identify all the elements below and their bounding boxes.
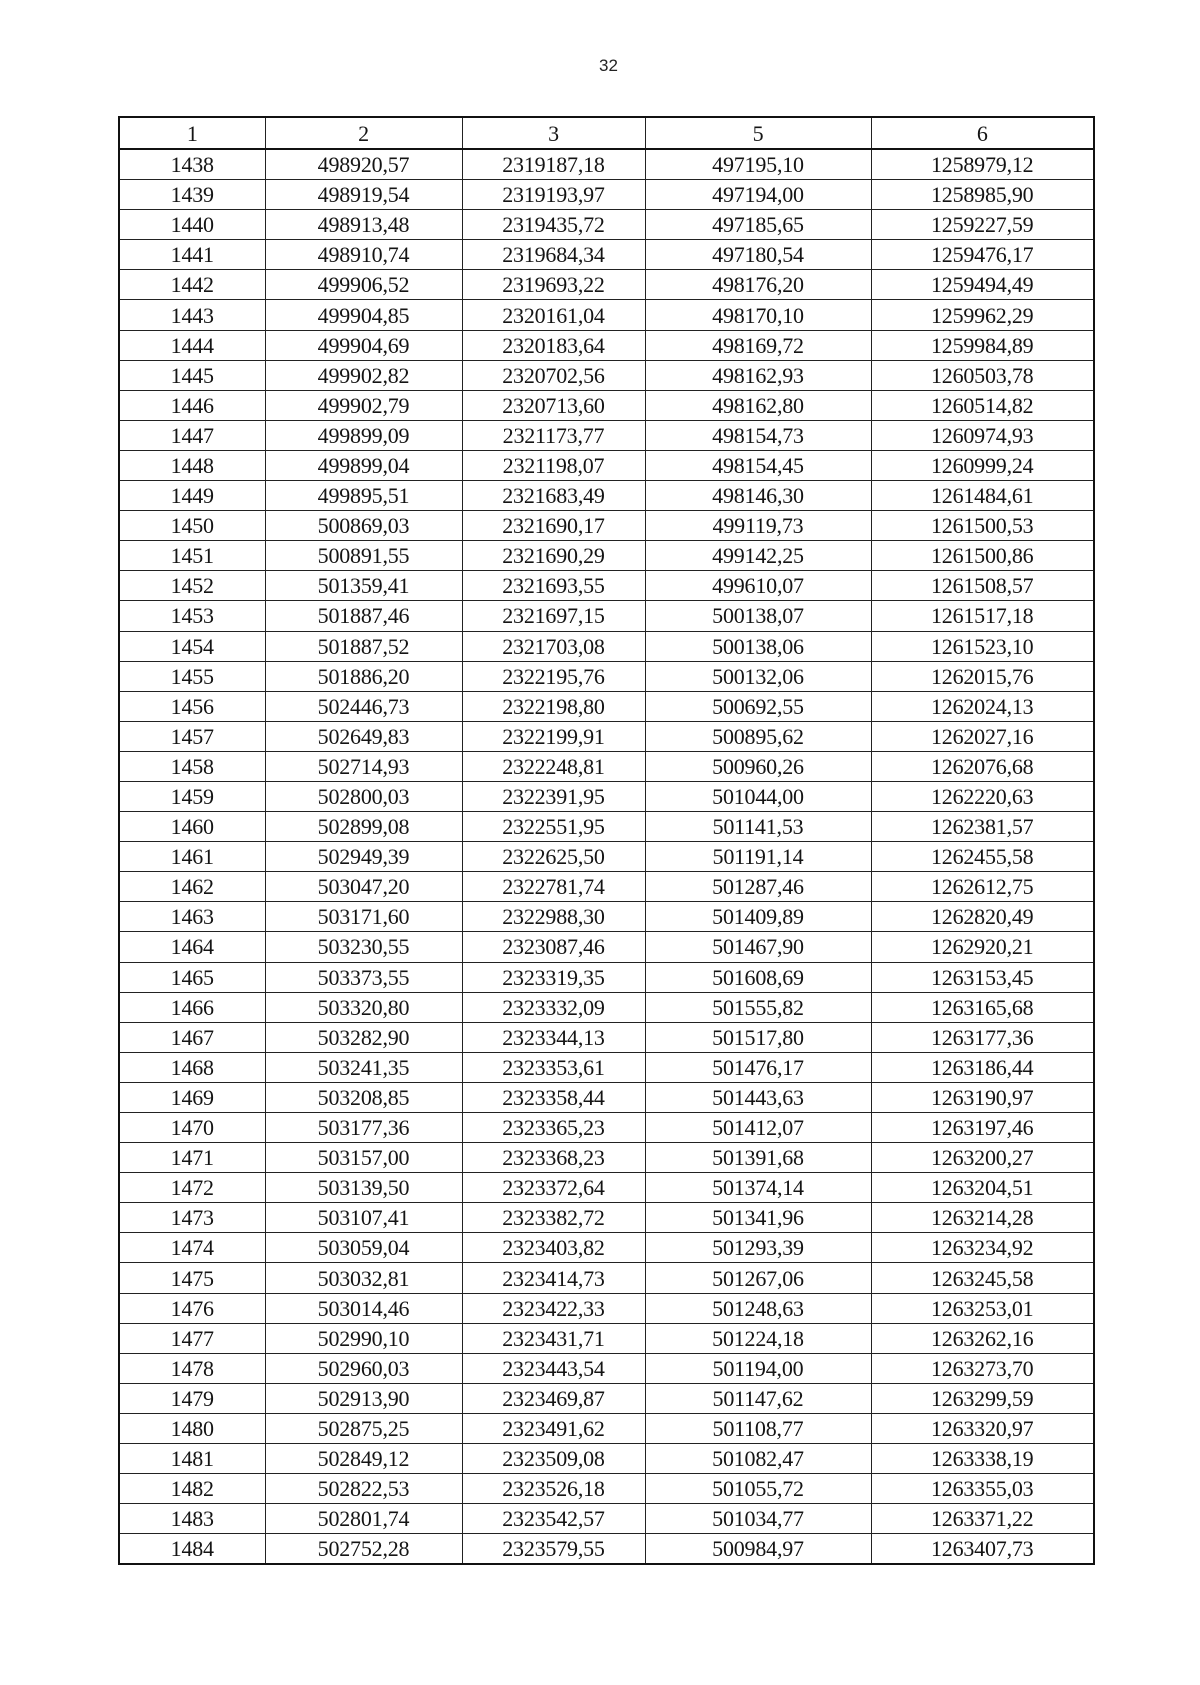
point-number-cell: 1473 <box>119 1203 265 1233</box>
point-number-cell: 1459 <box>119 781 265 811</box>
y-coordinate-cell: 2323542,57 <box>462 1504 645 1534</box>
table-row <box>119 450 1094 480</box>
table-row <box>119 992 1094 1022</box>
y-coordinate-alt-cell: 1262455,58 <box>871 842 1094 872</box>
x-coordinate-alt-cell: 500984,97 <box>645 1534 871 1565</box>
x-coordinate-cell: 503171,60 <box>265 902 462 932</box>
table-row <box>119 1173 1094 1203</box>
x-coordinate-alt-cell: 501267,06 <box>645 1263 871 1293</box>
point-number-cell: 1457 <box>119 721 265 751</box>
x-coordinate-alt-cell: 500132,06 <box>645 661 871 691</box>
x-coordinate-cell: 502849,12 <box>265 1444 462 1474</box>
x-coordinate-cell: 499902,82 <box>265 360 462 390</box>
y-coordinate-alt-cell: 1263204,51 <box>871 1173 1094 1203</box>
table-row <box>119 1022 1094 1052</box>
point-number-cell: 1480 <box>119 1413 265 1443</box>
table-row <box>119 1293 1094 1323</box>
x-coordinate-cell: 502899,08 <box>265 812 462 842</box>
y-coordinate-cell: 2322195,76 <box>462 661 645 691</box>
x-coordinate-alt-cell: 497195,10 <box>645 149 871 180</box>
x-coordinate-alt-cell: 501391,68 <box>645 1143 871 1173</box>
y-coordinate-alt-cell: 1263234,92 <box>871 1233 1094 1263</box>
x-coordinate-cell: 498913,48 <box>265 210 462 240</box>
x-coordinate-cell: 503157,00 <box>265 1143 462 1173</box>
y-coordinate-alt-cell: 1261484,61 <box>871 481 1094 511</box>
x-coordinate-alt-cell: 500138,07 <box>645 601 871 631</box>
table-row <box>119 1474 1094 1504</box>
point-number-cell: 1469 <box>119 1082 265 1112</box>
x-coordinate-alt-cell: 501374,14 <box>645 1173 871 1203</box>
x-coordinate-cell: 499906,52 <box>265 270 462 300</box>
x-coordinate-alt-cell: 497185,65 <box>645 210 871 240</box>
y-coordinate-cell: 2319684,34 <box>462 240 645 270</box>
x-coordinate-alt-cell: 501293,39 <box>645 1233 871 1263</box>
x-coordinate-cell: 502714,93 <box>265 751 462 781</box>
y-coordinate-cell: 2323422,33 <box>462 1293 645 1323</box>
y-coordinate-cell: 2323526,18 <box>462 1474 645 1504</box>
x-coordinate-cell: 503032,81 <box>265 1263 462 1293</box>
x-coordinate-cell: 503241,35 <box>265 1052 462 1082</box>
column-header-2: 2 <box>265 117 462 149</box>
y-coordinate-alt-cell: 1263273,70 <box>871 1353 1094 1383</box>
y-coordinate-alt-cell: 1258985,90 <box>871 180 1094 210</box>
y-coordinate-alt-cell: 1261517,18 <box>871 601 1094 631</box>
point-number-cell: 1453 <box>119 601 265 631</box>
table-row <box>119 420 1094 450</box>
y-coordinate-alt-cell: 1263153,45 <box>871 962 1094 992</box>
point-number-cell: 1447 <box>119 420 265 450</box>
y-coordinate-cell: 2323509,08 <box>462 1444 645 1474</box>
x-coordinate-cell: 502875,25 <box>265 1413 462 1443</box>
y-coordinate-cell: 2323431,71 <box>462 1323 645 1353</box>
point-number-cell: 1442 <box>119 270 265 300</box>
x-coordinate-alt-cell: 501055,72 <box>645 1474 871 1504</box>
x-coordinate-cell: 499904,69 <box>265 330 462 360</box>
y-coordinate-alt-cell: 1261500,53 <box>871 511 1094 541</box>
table-row <box>119 360 1094 390</box>
point-number-cell: 1451 <box>119 541 265 571</box>
point-number-cell: 1445 <box>119 360 265 390</box>
point-number-cell: 1450 <box>119 511 265 541</box>
point-number-cell: 1481 <box>119 1444 265 1474</box>
x-coordinate-cell: 498910,74 <box>265 240 462 270</box>
x-coordinate-alt-cell: 499142,25 <box>645 541 871 571</box>
y-coordinate-alt-cell: 1263214,28 <box>871 1203 1094 1233</box>
y-coordinate-cell: 2321683,49 <box>462 481 645 511</box>
y-coordinate-alt-cell: 1263320,97 <box>871 1413 1094 1443</box>
table-row <box>119 872 1094 902</box>
table-row <box>119 180 1094 210</box>
y-coordinate-cell: 2323403,82 <box>462 1233 645 1263</box>
y-coordinate-cell: 2321198,07 <box>462 450 645 480</box>
x-coordinate-cell: 503373,55 <box>265 962 462 992</box>
table-row <box>119 240 1094 270</box>
y-coordinate-alt-cell: 1260503,78 <box>871 360 1094 390</box>
x-coordinate-cell: 503139,50 <box>265 1173 462 1203</box>
table-row <box>119 842 1094 872</box>
x-coordinate-alt-cell: 501467,90 <box>645 932 871 962</box>
table-row <box>119 571 1094 601</box>
x-coordinate-alt-cell: 498162,80 <box>645 390 871 420</box>
x-coordinate-alt-cell: 501341,96 <box>645 1203 871 1233</box>
y-coordinate-alt-cell: 1259476,17 <box>871 240 1094 270</box>
y-coordinate-alt-cell: 1258979,12 <box>871 149 1094 180</box>
x-coordinate-cell: 503320,80 <box>265 992 462 1022</box>
y-coordinate-alt-cell: 1263165,68 <box>871 992 1094 1022</box>
y-coordinate-alt-cell: 1262024,13 <box>871 691 1094 721</box>
column-header-5: 5 <box>645 117 871 149</box>
y-coordinate-cell: 2322199,91 <box>462 721 645 751</box>
coordinates-table <box>118 116 1095 1565</box>
x-coordinate-alt-cell: 500895,62 <box>645 721 871 751</box>
y-coordinate-cell: 2323087,46 <box>462 932 645 962</box>
x-coordinate-cell: 500869,03 <box>265 511 462 541</box>
x-coordinate-cell: 499899,04 <box>265 450 462 480</box>
y-coordinate-cell: 2323372,64 <box>462 1173 645 1203</box>
point-number-cell: 1465 <box>119 962 265 992</box>
y-coordinate-cell: 2323344,13 <box>462 1022 645 1052</box>
table-header-row <box>119 117 1094 149</box>
x-coordinate-alt-cell: 501141,53 <box>645 812 871 842</box>
point-number-cell: 1449 <box>119 481 265 511</box>
y-coordinate-alt-cell: 1259962,29 <box>871 300 1094 330</box>
table-row <box>119 1534 1094 1565</box>
point-number-cell: 1462 <box>119 872 265 902</box>
point-number-cell: 1471 <box>119 1143 265 1173</box>
table-row <box>119 962 1094 992</box>
y-coordinate-alt-cell: 1263338,19 <box>871 1444 1094 1474</box>
y-coordinate-alt-cell: 1262220,63 <box>871 781 1094 811</box>
table-row <box>119 270 1094 300</box>
x-coordinate-alt-cell: 497180,54 <box>645 240 871 270</box>
table-row <box>119 601 1094 631</box>
y-coordinate-cell: 2320161,04 <box>462 300 645 330</box>
table-row <box>119 1113 1094 1143</box>
x-coordinate-alt-cell: 501443,63 <box>645 1082 871 1112</box>
x-coordinate-alt-cell: 501248,63 <box>645 1293 871 1323</box>
y-coordinate-cell: 2322988,30 <box>462 902 645 932</box>
point-number-cell: 1440 <box>119 210 265 240</box>
y-coordinate-cell: 2321173,77 <box>462 420 645 450</box>
point-number-cell: 1448 <box>119 450 265 480</box>
table-row <box>119 1233 1094 1263</box>
point-number-cell: 1484 <box>119 1534 265 1565</box>
x-coordinate-cell: 502822,53 <box>265 1474 462 1504</box>
y-coordinate-cell: 2323414,73 <box>462 1263 645 1293</box>
x-coordinate-cell: 499902,79 <box>265 390 462 420</box>
y-coordinate-alt-cell: 1263177,36 <box>871 1022 1094 1052</box>
y-coordinate-alt-cell: 1263262,16 <box>871 1323 1094 1353</box>
y-coordinate-alt-cell: 1262820,49 <box>871 902 1094 932</box>
table-row <box>119 932 1094 962</box>
y-coordinate-cell: 2322551,95 <box>462 812 645 842</box>
table-row <box>119 1504 1094 1534</box>
x-coordinate-cell: 502752,28 <box>265 1534 462 1565</box>
x-coordinate-alt-cell: 499610,07 <box>645 571 871 601</box>
point-number-cell: 1483 <box>119 1504 265 1534</box>
y-coordinate-alt-cell: 1262381,57 <box>871 812 1094 842</box>
point-number-cell: 1444 <box>119 330 265 360</box>
point-number-cell: 1439 <box>119 180 265 210</box>
point-number-cell: 1455 <box>119 661 265 691</box>
table-row <box>119 1143 1094 1173</box>
table-row <box>119 149 1094 180</box>
table-row <box>119 210 1094 240</box>
x-coordinate-cell: 502800,03 <box>265 781 462 811</box>
table-row <box>119 511 1094 541</box>
point-number-cell: 1463 <box>119 902 265 932</box>
x-coordinate-cell: 499895,51 <box>265 481 462 511</box>
y-coordinate-cell: 2322781,74 <box>462 872 645 902</box>
x-coordinate-alt-cell: 501147,62 <box>645 1383 871 1413</box>
point-number-cell: 1482 <box>119 1474 265 1504</box>
table-row <box>119 1444 1094 1474</box>
y-coordinate-cell: 2323332,09 <box>462 992 645 1022</box>
point-number-cell: 1467 <box>119 1022 265 1052</box>
x-coordinate-alt-cell: 498170,10 <box>645 300 871 330</box>
x-coordinate-cell: 502990,10 <box>265 1323 462 1353</box>
y-coordinate-alt-cell: 1262015,76 <box>871 661 1094 691</box>
y-coordinate-cell: 2319693,22 <box>462 270 645 300</box>
y-coordinate-cell: 2320702,56 <box>462 360 645 390</box>
x-coordinate-cell: 501887,52 <box>265 631 462 661</box>
y-coordinate-alt-cell: 1262027,16 <box>871 721 1094 751</box>
y-coordinate-cell: 2323382,72 <box>462 1203 645 1233</box>
point-number-cell: 1476 <box>119 1293 265 1323</box>
x-coordinate-cell: 501887,46 <box>265 601 462 631</box>
x-coordinate-alt-cell: 501517,80 <box>645 1022 871 1052</box>
table-row <box>119 661 1094 691</box>
y-coordinate-alt-cell: 1263253,01 <box>871 1293 1094 1323</box>
x-coordinate-alt-cell: 501555,82 <box>645 992 871 1022</box>
point-number-cell: 1464 <box>119 932 265 962</box>
column-header-1: 1 <box>119 117 265 149</box>
table-row <box>119 1082 1094 1112</box>
x-coordinate-cell: 502801,74 <box>265 1504 462 1534</box>
table-row <box>119 481 1094 511</box>
column-header-3: 3 <box>462 117 645 149</box>
table-row <box>119 812 1094 842</box>
table-row <box>119 1263 1094 1293</box>
x-coordinate-cell: 503282,90 <box>265 1022 462 1052</box>
y-coordinate-cell: 2321703,08 <box>462 631 645 661</box>
y-coordinate-alt-cell: 1263190,97 <box>871 1082 1094 1112</box>
y-coordinate-alt-cell: 1262920,21 <box>871 932 1094 962</box>
table-row <box>119 902 1094 932</box>
y-coordinate-cell: 2321690,17 <box>462 511 645 541</box>
y-coordinate-cell: 2319435,72 <box>462 210 645 240</box>
x-coordinate-alt-cell: 501409,89 <box>645 902 871 932</box>
y-coordinate-alt-cell: 1263299,59 <box>871 1383 1094 1413</box>
y-coordinate-alt-cell: 1259227,59 <box>871 210 1094 240</box>
table-body <box>119 149 1094 1564</box>
y-coordinate-cell: 2323491,62 <box>462 1413 645 1443</box>
y-coordinate-alt-cell: 1259494,49 <box>871 270 1094 300</box>
y-coordinate-alt-cell: 1262076,68 <box>871 751 1094 781</box>
x-coordinate-alt-cell: 500138,06 <box>645 631 871 661</box>
table-row <box>119 1383 1094 1413</box>
point-number-cell: 1454 <box>119 631 265 661</box>
y-coordinate-alt-cell: 1263200,27 <box>871 1143 1094 1173</box>
x-coordinate-alt-cell: 501082,47 <box>645 1444 871 1474</box>
x-coordinate-cell: 501886,20 <box>265 661 462 691</box>
y-coordinate-cell: 2323443,54 <box>462 1353 645 1383</box>
y-coordinate-cell: 2323368,23 <box>462 1143 645 1173</box>
y-coordinate-alt-cell: 1261500,86 <box>871 541 1094 571</box>
x-coordinate-alt-cell: 501287,46 <box>645 872 871 902</box>
y-coordinate-alt-cell: 1260514,82 <box>871 390 1094 420</box>
x-coordinate-alt-cell: 498154,45 <box>645 450 871 480</box>
y-coordinate-alt-cell: 1260999,24 <box>871 450 1094 480</box>
table-row <box>119 631 1094 661</box>
x-coordinate-cell: 498919,54 <box>265 180 462 210</box>
y-coordinate-cell: 2320183,64 <box>462 330 645 360</box>
x-coordinate-cell: 503107,41 <box>265 1203 462 1233</box>
x-coordinate-alt-cell: 501034,77 <box>645 1504 871 1534</box>
x-coordinate-alt-cell: 501191,14 <box>645 842 871 872</box>
y-coordinate-cell: 2320713,60 <box>462 390 645 420</box>
x-coordinate-cell: 503059,04 <box>265 1233 462 1263</box>
point-number-cell: 1446 <box>119 390 265 420</box>
point-number-cell: 1452 <box>119 571 265 601</box>
y-coordinate-cell: 2319187,18 <box>462 149 645 180</box>
x-coordinate-cell: 502649,83 <box>265 721 462 751</box>
table-row <box>119 691 1094 721</box>
x-coordinate-alt-cell: 501412,07 <box>645 1113 871 1143</box>
x-coordinate-alt-cell: 498176,20 <box>645 270 871 300</box>
x-coordinate-alt-cell: 498154,73 <box>645 420 871 450</box>
point-number-cell: 1443 <box>119 300 265 330</box>
table-row <box>119 390 1094 420</box>
x-coordinate-alt-cell: 501476,17 <box>645 1052 871 1082</box>
x-coordinate-alt-cell: 497194,00 <box>645 180 871 210</box>
point-number-cell: 1478 <box>119 1353 265 1383</box>
table-row <box>119 721 1094 751</box>
page-number: 32 <box>599 56 618 75</box>
point-number-cell: 1441 <box>119 240 265 270</box>
x-coordinate-cell: 503014,46 <box>265 1293 462 1323</box>
x-coordinate-alt-cell: 500692,55 <box>645 691 871 721</box>
point-number-cell: 1438 <box>119 149 265 180</box>
table-row <box>119 1203 1094 1233</box>
y-coordinate-alt-cell: 1263197,46 <box>871 1113 1094 1143</box>
y-coordinate-cell: 2322391,95 <box>462 781 645 811</box>
y-coordinate-cell: 2323579,55 <box>462 1534 645 1565</box>
table-row <box>119 751 1094 781</box>
y-coordinate-cell: 2322198,80 <box>462 691 645 721</box>
x-coordinate-alt-cell: 501224,18 <box>645 1323 871 1353</box>
x-coordinate-cell: 502913,90 <box>265 1383 462 1413</box>
y-coordinate-cell: 2323365,23 <box>462 1113 645 1143</box>
y-coordinate-cell: 2319193,97 <box>462 180 645 210</box>
x-coordinate-alt-cell: 498169,72 <box>645 330 871 360</box>
point-number-cell: 1456 <box>119 691 265 721</box>
table-row <box>119 1052 1094 1082</box>
x-coordinate-alt-cell: 499119,73 <box>645 511 871 541</box>
y-coordinate-cell: 2322248,81 <box>462 751 645 781</box>
y-coordinate-alt-cell: 1259984,89 <box>871 330 1094 360</box>
x-coordinate-cell: 499904,85 <box>265 300 462 330</box>
table-row <box>119 1413 1094 1443</box>
y-coordinate-alt-cell: 1260974,93 <box>871 420 1094 450</box>
y-coordinate-alt-cell: 1261523,10 <box>871 631 1094 661</box>
point-number-cell: 1466 <box>119 992 265 1022</box>
y-coordinate-alt-cell: 1261508,57 <box>871 571 1094 601</box>
x-coordinate-cell: 503230,55 <box>265 932 462 962</box>
table-row <box>119 1353 1094 1383</box>
x-coordinate-cell: 503047,20 <box>265 872 462 902</box>
point-number-cell: 1460 <box>119 812 265 842</box>
x-coordinate-cell: 499899,09 <box>265 420 462 450</box>
y-coordinate-cell: 2322625,50 <box>462 842 645 872</box>
table-row <box>119 300 1094 330</box>
point-number-cell: 1470 <box>119 1113 265 1143</box>
x-coordinate-alt-cell: 501044,00 <box>645 781 871 811</box>
table-row <box>119 1323 1094 1353</box>
x-coordinate-cell: 501359,41 <box>265 571 462 601</box>
x-coordinate-cell: 502949,39 <box>265 842 462 872</box>
table-row <box>119 541 1094 571</box>
point-number-cell: 1479 <box>119 1383 265 1413</box>
x-coordinate-cell: 500891,55 <box>265 541 462 571</box>
x-coordinate-alt-cell: 501108,77 <box>645 1413 871 1443</box>
table-row <box>119 330 1094 360</box>
x-coordinate-cell: 503177,36 <box>265 1113 462 1143</box>
y-coordinate-alt-cell: 1263371,22 <box>871 1504 1094 1534</box>
x-coordinate-cell: 503208,85 <box>265 1082 462 1112</box>
x-coordinate-alt-cell: 500960,26 <box>645 751 871 781</box>
point-number-cell: 1477 <box>119 1323 265 1353</box>
x-coordinate-alt-cell: 498146,30 <box>645 481 871 511</box>
x-coordinate-alt-cell: 501194,00 <box>645 1353 871 1383</box>
y-coordinate-cell: 2321693,55 <box>462 571 645 601</box>
y-coordinate-cell: 2321697,15 <box>462 601 645 631</box>
y-coordinate-alt-cell: 1262612,75 <box>871 872 1094 902</box>
y-coordinate-cell: 2323358,44 <box>462 1082 645 1112</box>
point-number-cell: 1472 <box>119 1173 265 1203</box>
point-number-cell: 1458 <box>119 751 265 781</box>
y-coordinate-alt-cell: 1263245,58 <box>871 1263 1094 1293</box>
x-coordinate-alt-cell: 501608,69 <box>645 962 871 992</box>
y-coordinate-cell: 2323469,87 <box>462 1383 645 1413</box>
x-coordinate-cell: 502960,03 <box>265 1353 462 1383</box>
point-number-cell: 1475 <box>119 1263 265 1293</box>
column-header-6: 6 <box>871 117 1094 149</box>
point-number-cell: 1468 <box>119 1052 265 1082</box>
point-number-cell: 1461 <box>119 842 265 872</box>
table-row <box>119 781 1094 811</box>
y-coordinate-alt-cell: 1263407,73 <box>871 1534 1094 1565</box>
x-coordinate-alt-cell: 498162,93 <box>645 360 871 390</box>
y-coordinate-cell: 2321690,29 <box>462 541 645 571</box>
x-coordinate-cell: 498920,57 <box>265 149 462 180</box>
x-coordinate-cell: 502446,73 <box>265 691 462 721</box>
y-coordinate-cell: 2323319,35 <box>462 962 645 992</box>
point-number-cell: 1474 <box>119 1233 265 1263</box>
y-coordinate-cell: 2323353,61 <box>462 1052 645 1082</box>
y-coordinate-alt-cell: 1263186,44 <box>871 1052 1094 1082</box>
y-coordinate-alt-cell: 1263355,03 <box>871 1474 1094 1504</box>
